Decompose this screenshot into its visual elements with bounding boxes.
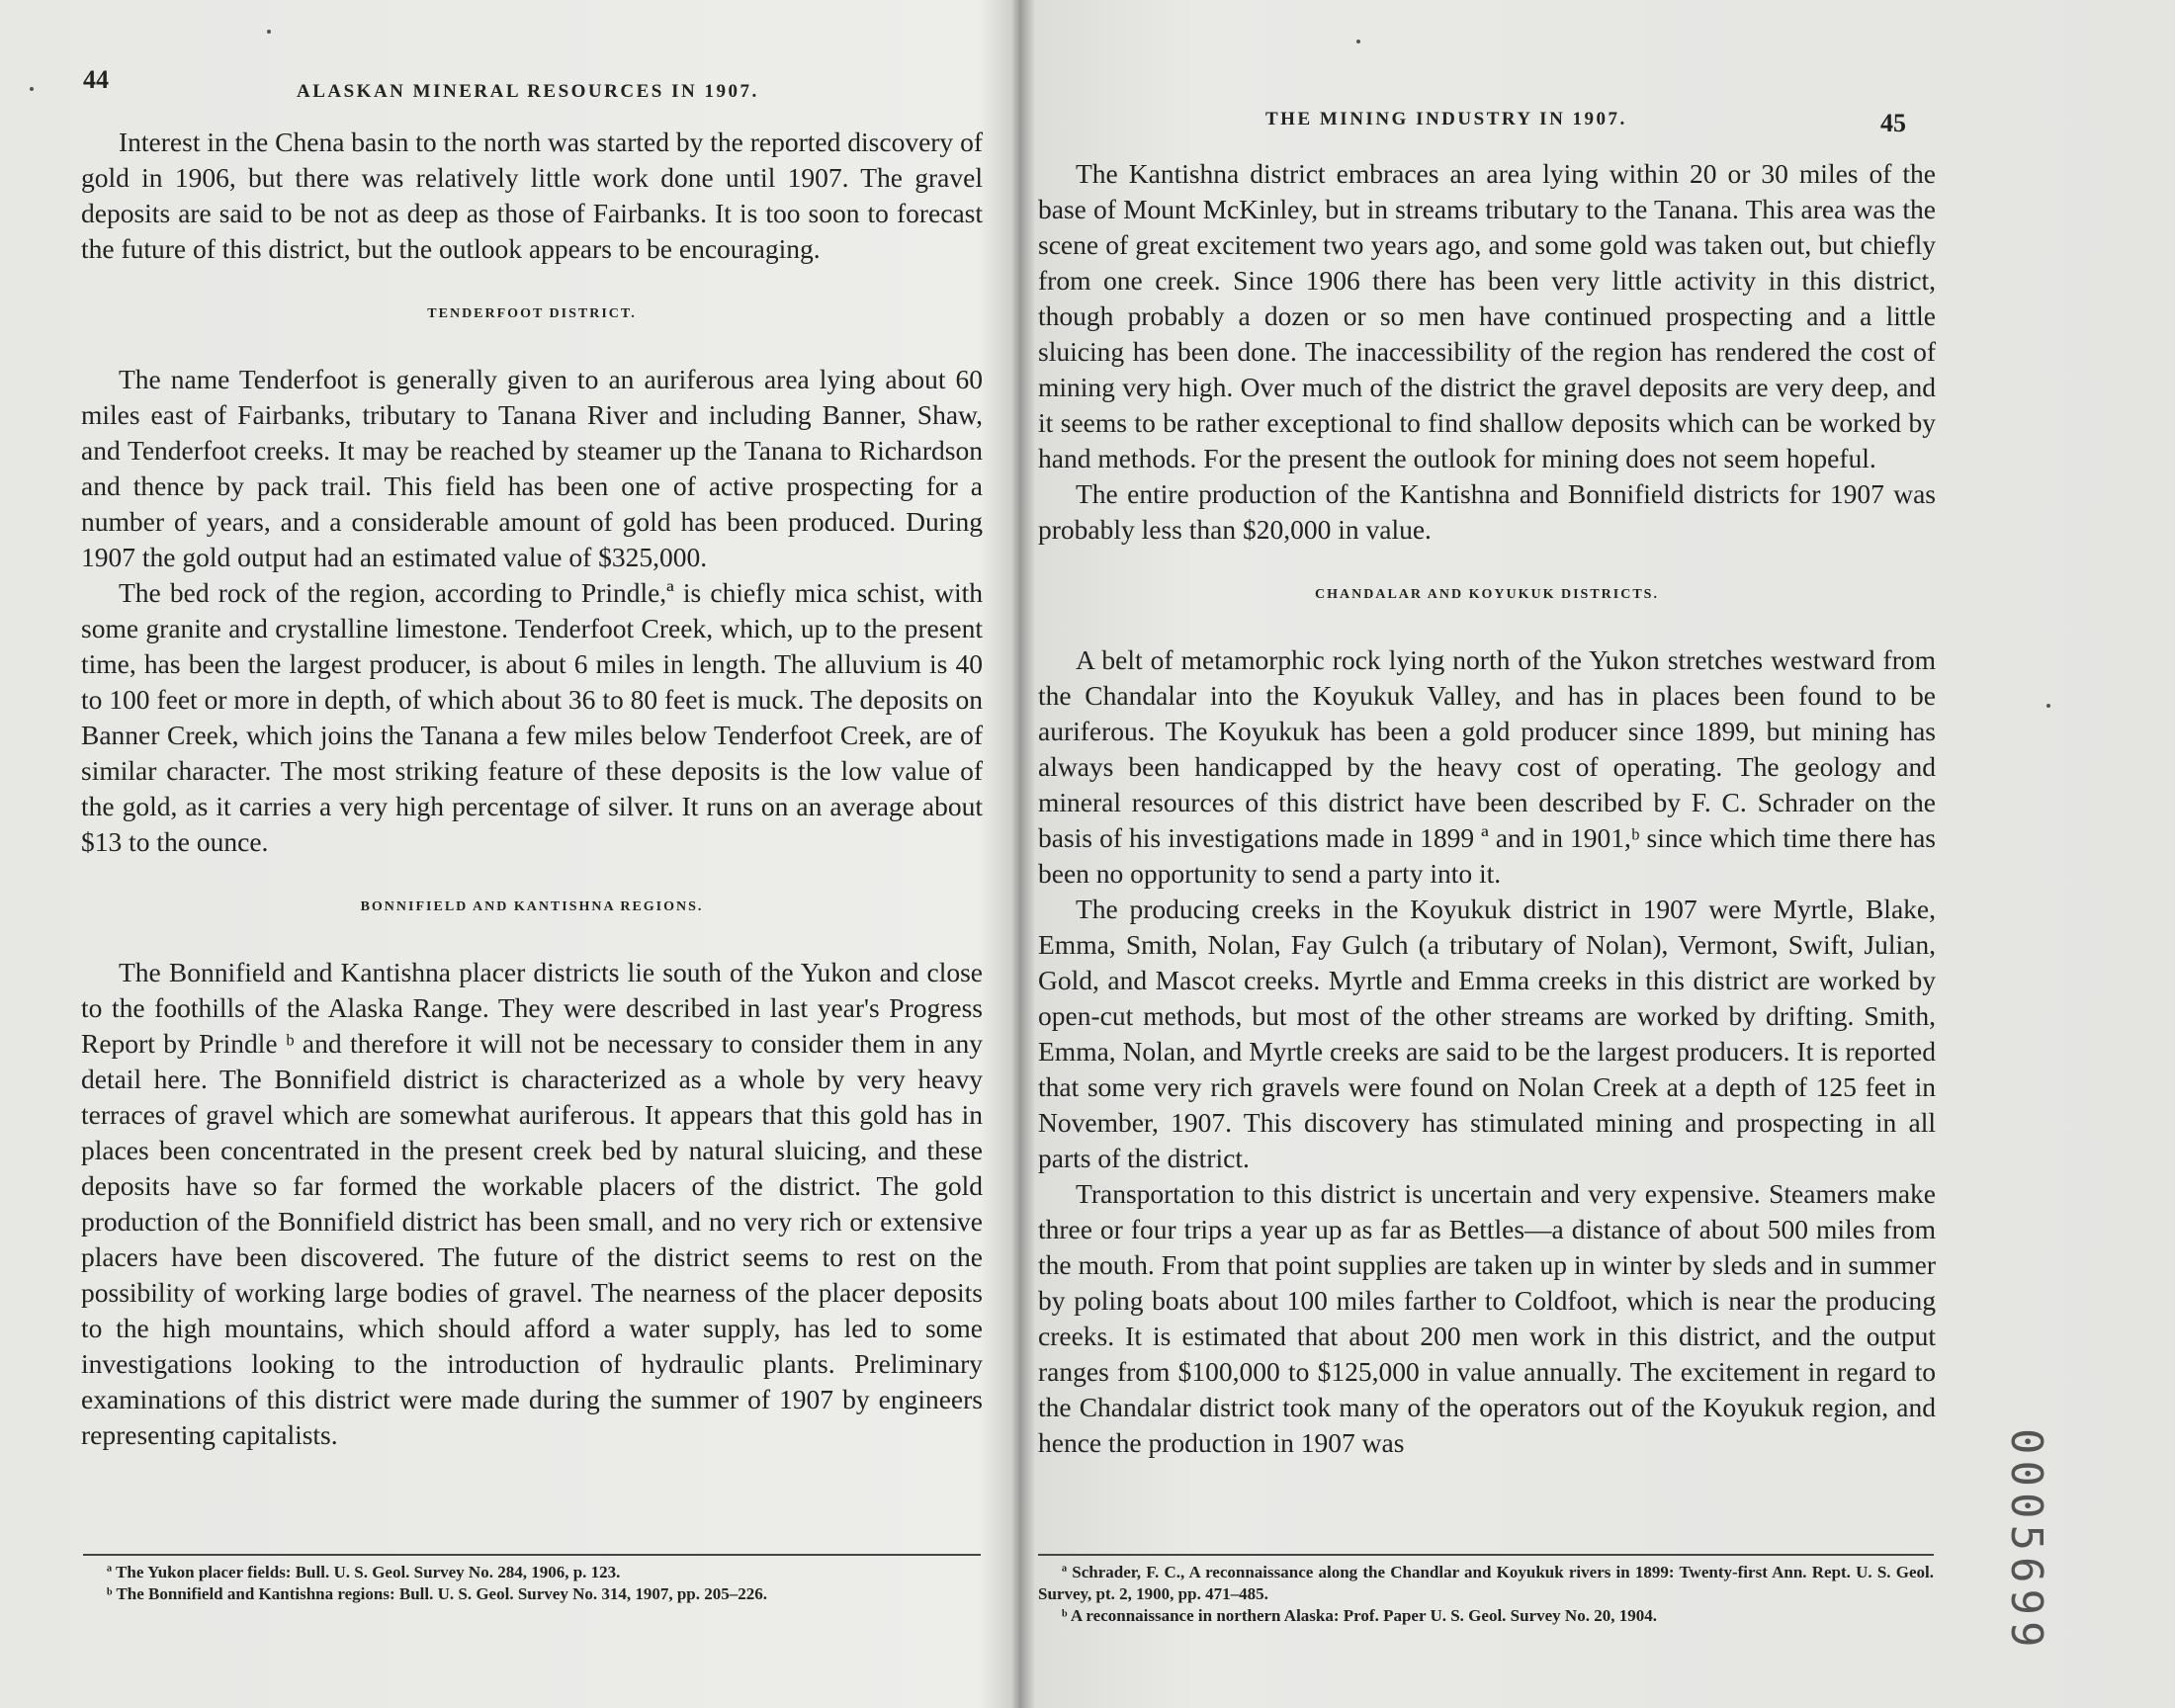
section-heading-bonnifield: BONNIFIELD AND KANTISHNA REGIONS.	[360, 899, 704, 914]
bonnifield-paragraph: The Bonnifield and Kantishna placer districts lie south of the Yukon and close to the foothills of the Alaska Range. They were described in last year's Progress Report by Prindle ᵇ and therefore it will not be necessary to consider them in any detail here. The Bonnifield district is characterized as a whole by very heavy terraces of gravel which are somewhat auriferous. It appears that this gold has in places been concentrated in the present creek bed by natural sluicing, and these deposits have so far formed the workable placers of the district. The gold production of the Bonnifield district has been small, and no very rich or extensive placers have been discovered. The future of the district seems to rest on the possibility of working large bodies of gravel. The nearness of the placer deposits to the high mountains, which should afford a water supply, has led to some investigations looking to the introduction of hydraulic plants. Preliminary examinations of this district were made during the summer of 1907 by engineers representing capitalists.	[81, 957, 983, 1450]
chandalar-paragraph-3: Transportation to this district is uncertain and very expensive. Steamers make three or four trips a year up as far as Bettles—a distance of about 500 miles from the mouth. From that point supplies are taken up in winter by sleds and in summer by poling boats about 100 miles farther to Coldfoot, which is near the producing creeks. It is estimated that about 200 men work in this district, and the output ranges from $100,000 to $125,000 in value annually. The excitement in regard to the Chandalar district took many of the operators out of the Koyukuk region, and hence the production in 1907 was	[1038, 1178, 1936, 1458]
footnote-a-left: ª The Yukon placer fields: Bull. U. S. Geol. Survey No. 284, 1906, p. 123.	[107, 1563, 621, 1581]
kantishna-paragraph: The Kantishna district embraces an area lying within 20 or 30 miles of the base of Mount McKinley, but in streams tributary to the Tanana. This area was the scene of great excitement two years ago, and some gold was taken out, but chiefly from one creek. Since 1906 there has been very little activity in this district, though probably a dozen or so men have continued prospecting and a little sluicing has been done. The inaccessibility of the region has rendered the cost of mining very high. Over much of the district the gravel deposits are very deep, and it seems to be rather exceptional to find shallow deposits which can be worked by hand methods. For the present the outlook for mining does not seem hopeful.	[1038, 158, 1936, 473]
section-heading-tenderfoot: TENDERFOOT DISTRICT.	[427, 306, 637, 321]
right-page-body	[1038, 156, 1936, 1461]
tenderfoot-paragraph-2: The bed rock of the region, according to Prindle,ª is chiefly mica schist, with some granite and crystalline limestone. Tenderfoot Creek, which, up to the present time, has been the largest producer, is about 6 miles in length. The alluvium is 40 to 100 feet or more in depth, of which about 36 to 80 feet is muck. The deposits on Banner Creek, which joins the Tanana a few miles below Tenderfoot Creek, are of similar character. The most striking feature of these deposits is the low value of the gold, as it carries a very high percentage of silver. It runs on an average about $13 to the ounce.	[81, 577, 983, 857]
paper-speck	[2046, 704, 2050, 708]
section-heading-chandalar: CHANDALAR AND KOYUKUK DISTRICTS.	[1315, 587, 1659, 602]
archive-stamp-number: 0005699	[2001, 1428, 2051, 1654]
paper-speck	[1356, 40, 1360, 43]
left-page-body	[81, 125, 983, 1453]
right-footnotes	[1038, 1562, 1934, 1627]
footnote-b-left: ᵇ The Bonnifield and Kantishna regions: Bull. U. S. Geol. Survey No. 314, 1907, pp. 205–226.	[107, 1584, 768, 1603]
footnote-a-right: ª Schrader, F. C., A reconnaissance along the Chandlar and Koyukuk rivers in 1899: Twenty-first Ann. Rept. U. S. Geol. Survey, pt. 2, 1900, pp. 471–485.	[1038, 1563, 1934, 1603]
footnote-b-right: ᵇ A reconnaissance in northern Alaska: Prof. Paper U. S. Geol. Survey No. 20, 1904.	[1062, 1606, 1657, 1625]
footnote-rule-left	[83, 1554, 981, 1556]
tenderfoot-paragraph-1: The name Tenderfoot is generally given to an auriferous area lying about 60 miles east of Fairbanks, tributary to Tanana River and including Banner, Shaw, and Tenderfoot creeks. It may be reached by steamer up the Tanana to Richardson and thence by pack trail. This field has been one of active prospecting for a number of years, and a considerable amount of gold has been produced. During 1907 the gold output had an estimated value of $325,000.	[81, 364, 983, 572]
left-footnotes	[83, 1562, 981, 1605]
chandalar-paragraph-1: A belt of metamorphic rock lying north of the Yukon stretches westward from the Chandalar into the Koyukuk Valley, and has in places been found to be auriferous. The Koyukuk has been a gold producer since 1899, but mining has always been handicapped by the heavy cost of operating. The geology and mineral resources of this district have been described by F. C. Schrader on the basis of his investigations made in 1899 ª and in 1901,ᵇ since which time there has been no opportunity to send a party into it.	[1038, 644, 1936, 889]
paper-speck	[267, 30, 271, 34]
footnote-rule-right	[1038, 1554, 1934, 1556]
left-page	[0, 0, 1008, 1708]
chandalar-paragraph-2: The producing creeks in the Koyukuk district in 1907 were Myrtle, Blake, Emma, Smith, Nolan, Fay Gulch (a tributary of Nolan), Vermont, Swift, Julian, Gold, and Mascot creeks. Myrtle and Emma creeks in this district are worked by open-cut methods, but most of the other streams are worked by drifting. Smith, Emma, Nolan, and Myrtle creeks are said to be the largest producers. It is reported that some very rich gravels were found on Nolan Creek at a depth of 125 feet in November, 1907. This discovery has stimulated mining and prospecting in all parts of the district.	[1038, 894, 1936, 1173]
production-paragraph: The entire production of the Kantishna and Bonnifield districts for 1907 was probably less than $20,000 in value.	[1038, 478, 1936, 545]
running-head-left: ALASKAN MINERAL RESOURCES IN 1907.	[297, 81, 759, 102]
page-number-44: 44	[83, 65, 109, 94]
paper-speck	[30, 87, 34, 91]
page-number-45: 45	[1880, 109, 1906, 137]
intro-paragraph: Interest in the Chena basin to the north was started by the reported discovery of gold in 1906, but there was relatively little work done until 1907. The gravel deposits are said to be not as deep as those of Fairbanks. It is too soon to forecast the future of this district, but the outlook appears to be encouraging.	[81, 127, 983, 264]
running-head-right: THE MINING INDUSTRY IN 1907.	[1265, 109, 1627, 129]
